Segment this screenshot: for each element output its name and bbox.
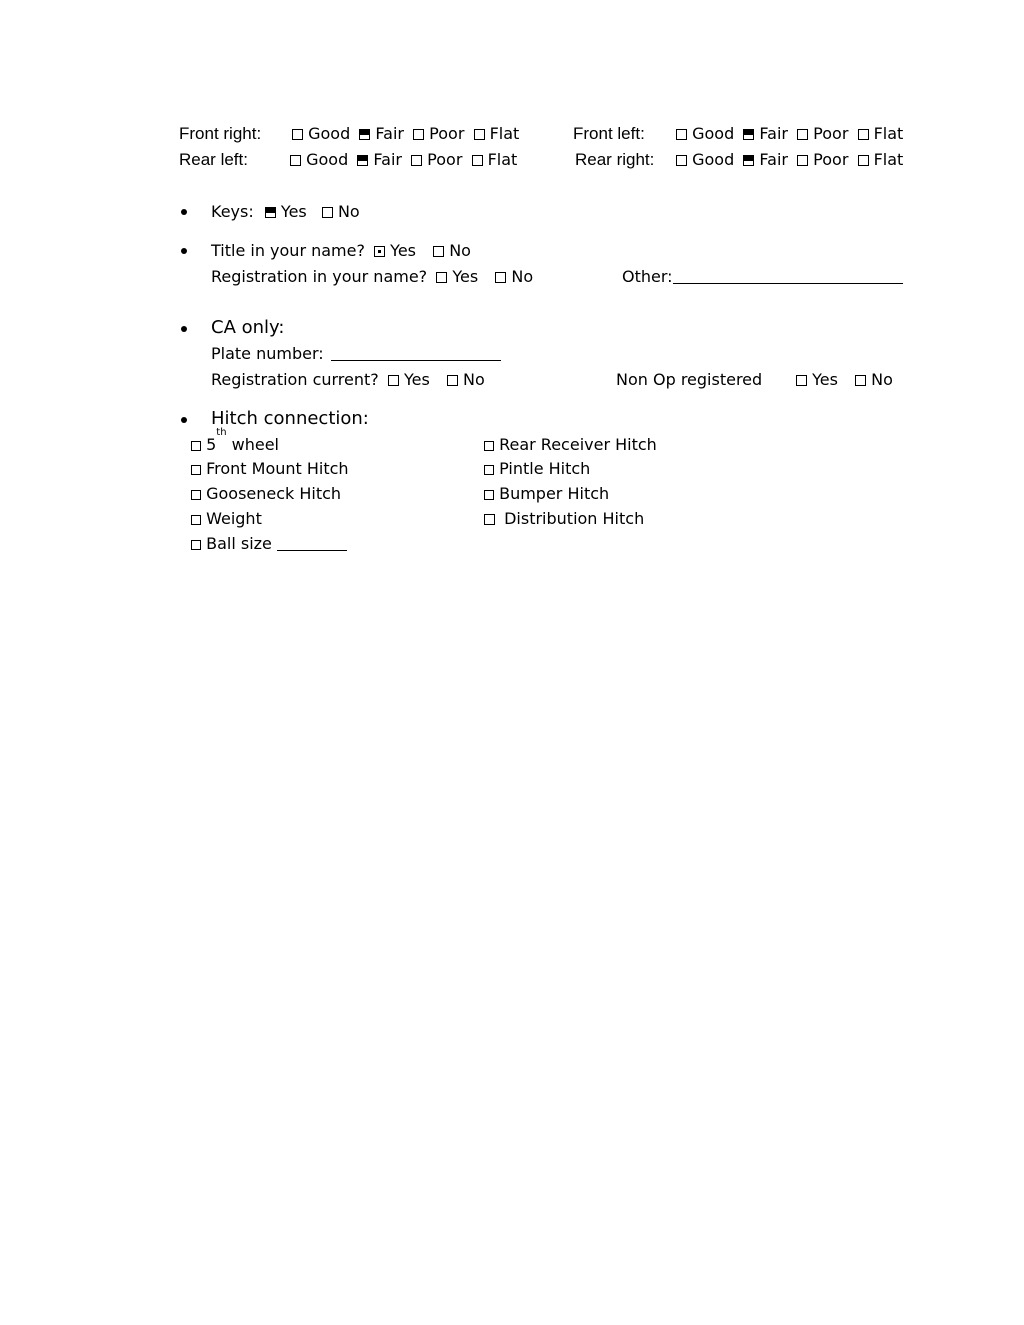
front-left-flat-label: Flat (873, 124, 904, 143)
hitch-weight-checkbox[interactable] (191, 515, 201, 525)
keys-label: Keys: (211, 202, 254, 221)
front-right-poor-label: Poor (429, 124, 465, 143)
front-left-options (676, 124, 903, 144)
front-right-flat-label: Flat (489, 124, 520, 143)
title-yes-checkbox[interactable] (374, 246, 385, 257)
rear-right-fair-label: Fair (759, 150, 788, 169)
title-no-checkbox[interactable] (433, 246, 444, 257)
front-left-fair-checkbox[interactable] (743, 129, 754, 140)
hitch-pintle-label: Pintle Hitch (499, 459, 591, 478)
hitch-fifth-wheel-num: 5 (206, 435, 217, 454)
hitch-weight-item (191, 509, 262, 529)
rear-right-poor-checkbox[interactable] (797, 155, 808, 166)
hitch-rear-receiver-label: Rear Receiver Hitch (499, 435, 657, 454)
plate-label: Plate number: (211, 344, 324, 363)
title-label: Title in your name? (211, 241, 365, 260)
rear-right-options (676, 150, 903, 170)
registration-no-label: No (511, 267, 534, 286)
rear-right-label: Rear right: (575, 150, 655, 169)
hitch-rear-receiver-item (484, 435, 657, 455)
keys-no-checkbox[interactable] (322, 207, 333, 218)
ball-size-field[interactable] (277, 536, 347, 551)
keys-yes-label: Yes (280, 202, 307, 221)
front-right-flat-checkbox[interactable] (474, 129, 485, 140)
rear-left-flat-checkbox[interactable] (472, 155, 483, 166)
rear-right-flat-label: Flat (873, 150, 904, 169)
hitch-front-mount-checkbox[interactable] (191, 465, 201, 475)
hitch-ball-size-item (191, 534, 347, 554)
hitch-gooseneck-item (191, 484, 341, 504)
rear-right-poor-label: Poor (813, 150, 849, 169)
rear-right-fair-checkbox[interactable] (743, 155, 754, 166)
registration-no-checkbox[interactable] (495, 272, 506, 283)
front-right-label: Front right: (179, 124, 262, 143)
rear-right-row (575, 150, 654, 170)
front-right-row (179, 124, 261, 144)
hitch-bumper-checkbox[interactable] (484, 490, 494, 500)
reg-current-yes-checkbox[interactable] (388, 375, 399, 386)
rear-left-poor-label: Poor (427, 150, 463, 169)
hitch-fifth-wheel-sup: th (216, 427, 227, 438)
non-op-label: Non Op registered (616, 370, 763, 389)
registration-row (211, 267, 533, 287)
hitch-bumper-label: Bumper Hitch (499, 484, 610, 503)
hitch-front-mount-item (191, 459, 349, 479)
front-left-fair-label: Fair (759, 124, 788, 143)
hitch-distribution-checkbox[interactable] (484, 514, 495, 525)
hitch-pintle-item (484, 459, 590, 479)
hitch-distribution-item (484, 509, 644, 529)
hitch-weight-label: Weight (206, 509, 262, 528)
front-right-fair-label: Fair (375, 124, 404, 143)
ca-heading: CA only: (211, 317, 285, 338)
front-right-fair-checkbox[interactable] (359, 129, 370, 140)
hitch-heading: Hitch connection: (211, 408, 369, 429)
rear-right-good-checkbox[interactable] (676, 155, 687, 166)
front-left-good-label: Good (692, 124, 735, 143)
hitch-fifth-wheel-item (191, 427, 279, 455)
rear-right-good-label: Good (692, 150, 735, 169)
hitch-pintle-checkbox[interactable] (484, 465, 494, 475)
hitch-ball-size-label: Ball size (206, 534, 272, 553)
title-yes-label: Yes (390, 241, 416, 260)
rear-left-poor-checkbox[interactable] (411, 155, 422, 166)
front-right-poor-checkbox[interactable] (413, 129, 424, 140)
hitch-fifth-wheel-checkbox[interactable] (191, 441, 201, 451)
rear-left-good-label: Good (306, 150, 349, 169)
rear-left-fair-checkbox[interactable] (357, 155, 368, 166)
reg-current-yes-label: Yes (403, 370, 430, 389)
rear-left-fair-label: Fair (373, 150, 402, 169)
rear-left-options (290, 150, 517, 170)
plate-number-field[interactable] (331, 346, 501, 361)
other-label: Other: (622, 267, 673, 286)
registration-label: Registration in your name? (211, 267, 428, 286)
title-no-label: No (449, 241, 471, 260)
reg-current-row (211, 370, 485, 390)
non-op-yes-label: Yes (812, 370, 838, 389)
rear-left-flat-label: Flat (487, 150, 518, 169)
bullet-title (181, 248, 187, 254)
non-op-no-checkbox[interactable] (855, 375, 866, 386)
front-left-label: Front left: (573, 124, 645, 143)
front-left-row (573, 124, 645, 144)
hitch-bumper-item (484, 484, 609, 504)
rear-left-row (179, 150, 248, 170)
rear-right-flat-checkbox[interactable] (858, 155, 869, 166)
front-left-poor-checkbox[interactable] (797, 129, 808, 140)
hitch-gooseneck-checkbox[interactable] (191, 490, 201, 500)
front-right-good-label: Good (308, 124, 351, 143)
plate-row (211, 344, 501, 364)
bullet-keys (181, 209, 187, 215)
hitch-gooseneck-label: Gooseneck Hitch (206, 484, 342, 503)
hitch-distribution-label: Distribution Hitch (504, 509, 645, 528)
reg-current-label: Registration current? (211, 370, 379, 389)
reg-current-no-checkbox[interactable] (447, 375, 458, 386)
hitch-front-mount-label: Front Mount Hitch (206, 459, 349, 478)
rear-left-label: Rear left: (179, 150, 248, 169)
front-left-poor-label: Poor (813, 124, 849, 143)
keys-no-label: No (337, 202, 360, 221)
non-op-no-label: No (871, 370, 893, 389)
front-right-options (292, 124, 519, 144)
title-row (211, 241, 471, 261)
hitch-fifth-wheel-text: wheel (226, 435, 279, 454)
front-left-flat-checkbox[interactable] (858, 129, 869, 140)
other-field[interactable] (673, 269, 903, 284)
other-row (622, 267, 903, 287)
non-op-row (796, 370, 893, 390)
front-left-good-checkbox[interactable] (676, 129, 687, 140)
front-right-good-checkbox[interactable] (292, 129, 303, 140)
bullet-ca (181, 326, 187, 332)
registration-yes-label: Yes (452, 267, 479, 286)
non-op-yes-checkbox[interactable] (796, 375, 807, 386)
reg-current-no-label: No (462, 370, 485, 389)
bullet-hitch (181, 417, 187, 423)
keys-row (211, 202, 360, 222)
keys-yes-checkbox[interactable] (265, 207, 276, 218)
registration-yes-checkbox[interactable] (436, 272, 447, 283)
hitch-rear-receiver-checkbox[interactable] (484, 441, 494, 451)
hitch-ball-size-checkbox[interactable] (191, 540, 201, 550)
rear-left-good-checkbox[interactable] (290, 155, 301, 166)
